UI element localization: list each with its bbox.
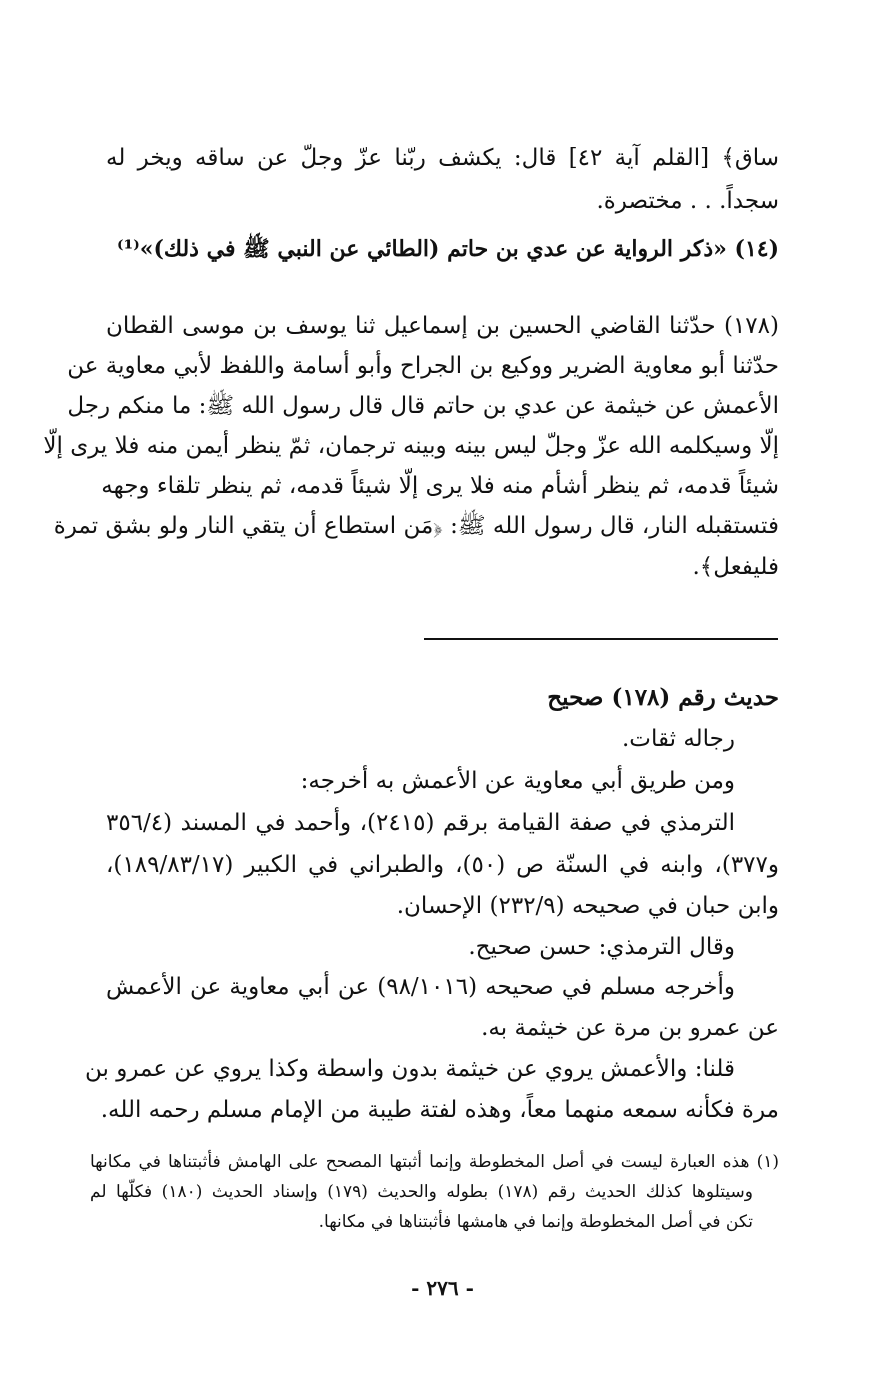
page-number: - ٢٧٦ - <box>411 1276 474 1300</box>
hadith-line: فليفعل﴾. <box>692 554 779 580</box>
footnote-line: وسيتلوها كذلك الحديث رقم (١٧٨) بطوله والحديث (١٧٩) وإسناد الحديث (١٨٠) فكلّها لم <box>90 1182 753 1202</box>
footnote-line: (١) هذه العبارة ليست في أصل المخطوطة وإنما أثبتها المصحح على الهامش فأثبتناها في مكانها <box>90 1152 779 1172</box>
commentary-line: عن عمرو بن مرة عن خيثمة به. <box>481 1015 779 1041</box>
commentary-line: و٣٧٧)، وابنه في السنّة ص (٥٠)، والطبراني في الكبير (١٨٩/٨٣/١٧)، <box>106 852 779 878</box>
separator-rule <box>424 638 778 640</box>
hadith-line: حدّثنا أبو معاوية الضرير ووكيع بن الجراح وأبو أسامة واللفظ لأبي معاوية عن <box>67 353 779 379</box>
hadith-line: الأعمش عن خيثمة عن عدي بن حاتم قال قال رسول الله ﷺ: ما منكم رجل <box>67 393 779 419</box>
commentary-line: ومن طريق أبي معاوية عن الأعمش به أخرجه: <box>300 768 735 794</box>
commentary-line: الترمذي في صفة القيامة برقم (٢٤١٥)، وأحمد في المسند (٣٥٦/٤ <box>106 810 736 836</box>
hadith-line: إلّا وسيكلمه الله عزّ وجلّ ليس بينه وبينه ترجمان، ثمّ ينظر أيمن منه فلا يرى إلّا <box>43 433 779 459</box>
hadith-line: فتستقبله النار، قال رسول الله ﷺ: ﴿مَن استطاع أن يتقي النار ولو بشق تمرة <box>53 513 779 539</box>
commentary-heading: حديث رقم (١٧٨) صحيح <box>547 684 779 711</box>
hadith-line: (١٧٨) حدّثنا القاضي الحسين بن إسماعيل ثنا يوسف بن موسى القطان <box>106 313 779 339</box>
hadith-line: شيئاً قدمه، ثم ينظر أشأم منه فلا يرى إلّا شيئاً قدمه، ثم ينظر تلقاء وجهه <box>101 473 779 499</box>
commentary-line: وأخرجه مسلم في صحيحه (٩٨/١٠١٦) عن أبي معاوية عن الأعمش <box>106 974 735 1000</box>
commentary-line: وقال الترمذي: حسن صحيح. <box>468 934 735 960</box>
footnote-line: تكن في أصل المخطوطة وإنما في هامشها فأثبتناها في مكانها. <box>318 1212 753 1232</box>
commentary-line: وابن حبان في صحيحه (٢٣٢/٩) الإحسان. <box>396 893 779 919</box>
commentary-line: رجاله ثقات. <box>622 726 735 752</box>
commentary-line: قلنا: والأعمش يروي عن خيثمة بدون واسطة وكذا يروي عن عمرو بن <box>85 1056 735 1082</box>
commentary-line: مرة فكأنه سمعه منهما معاً، وهذه لفتة طيبة من الإمام مسلم رحمه الله. <box>100 1097 779 1123</box>
text-line: سجداً. . . مختصرة. <box>596 188 779 214</box>
text-line: ساق﴾ [القلم آية ٤٢] قال: يكشف ربّنا عزّ وجلّ عن ساقه ويخر له <box>106 145 779 171</box>
section-heading: (١٤) «ذكر الرواية عن عدي بن حاتم (الطائي عن النبي ﷺ في ذلك)»⁽¹⁾ <box>117 236 779 262</box>
